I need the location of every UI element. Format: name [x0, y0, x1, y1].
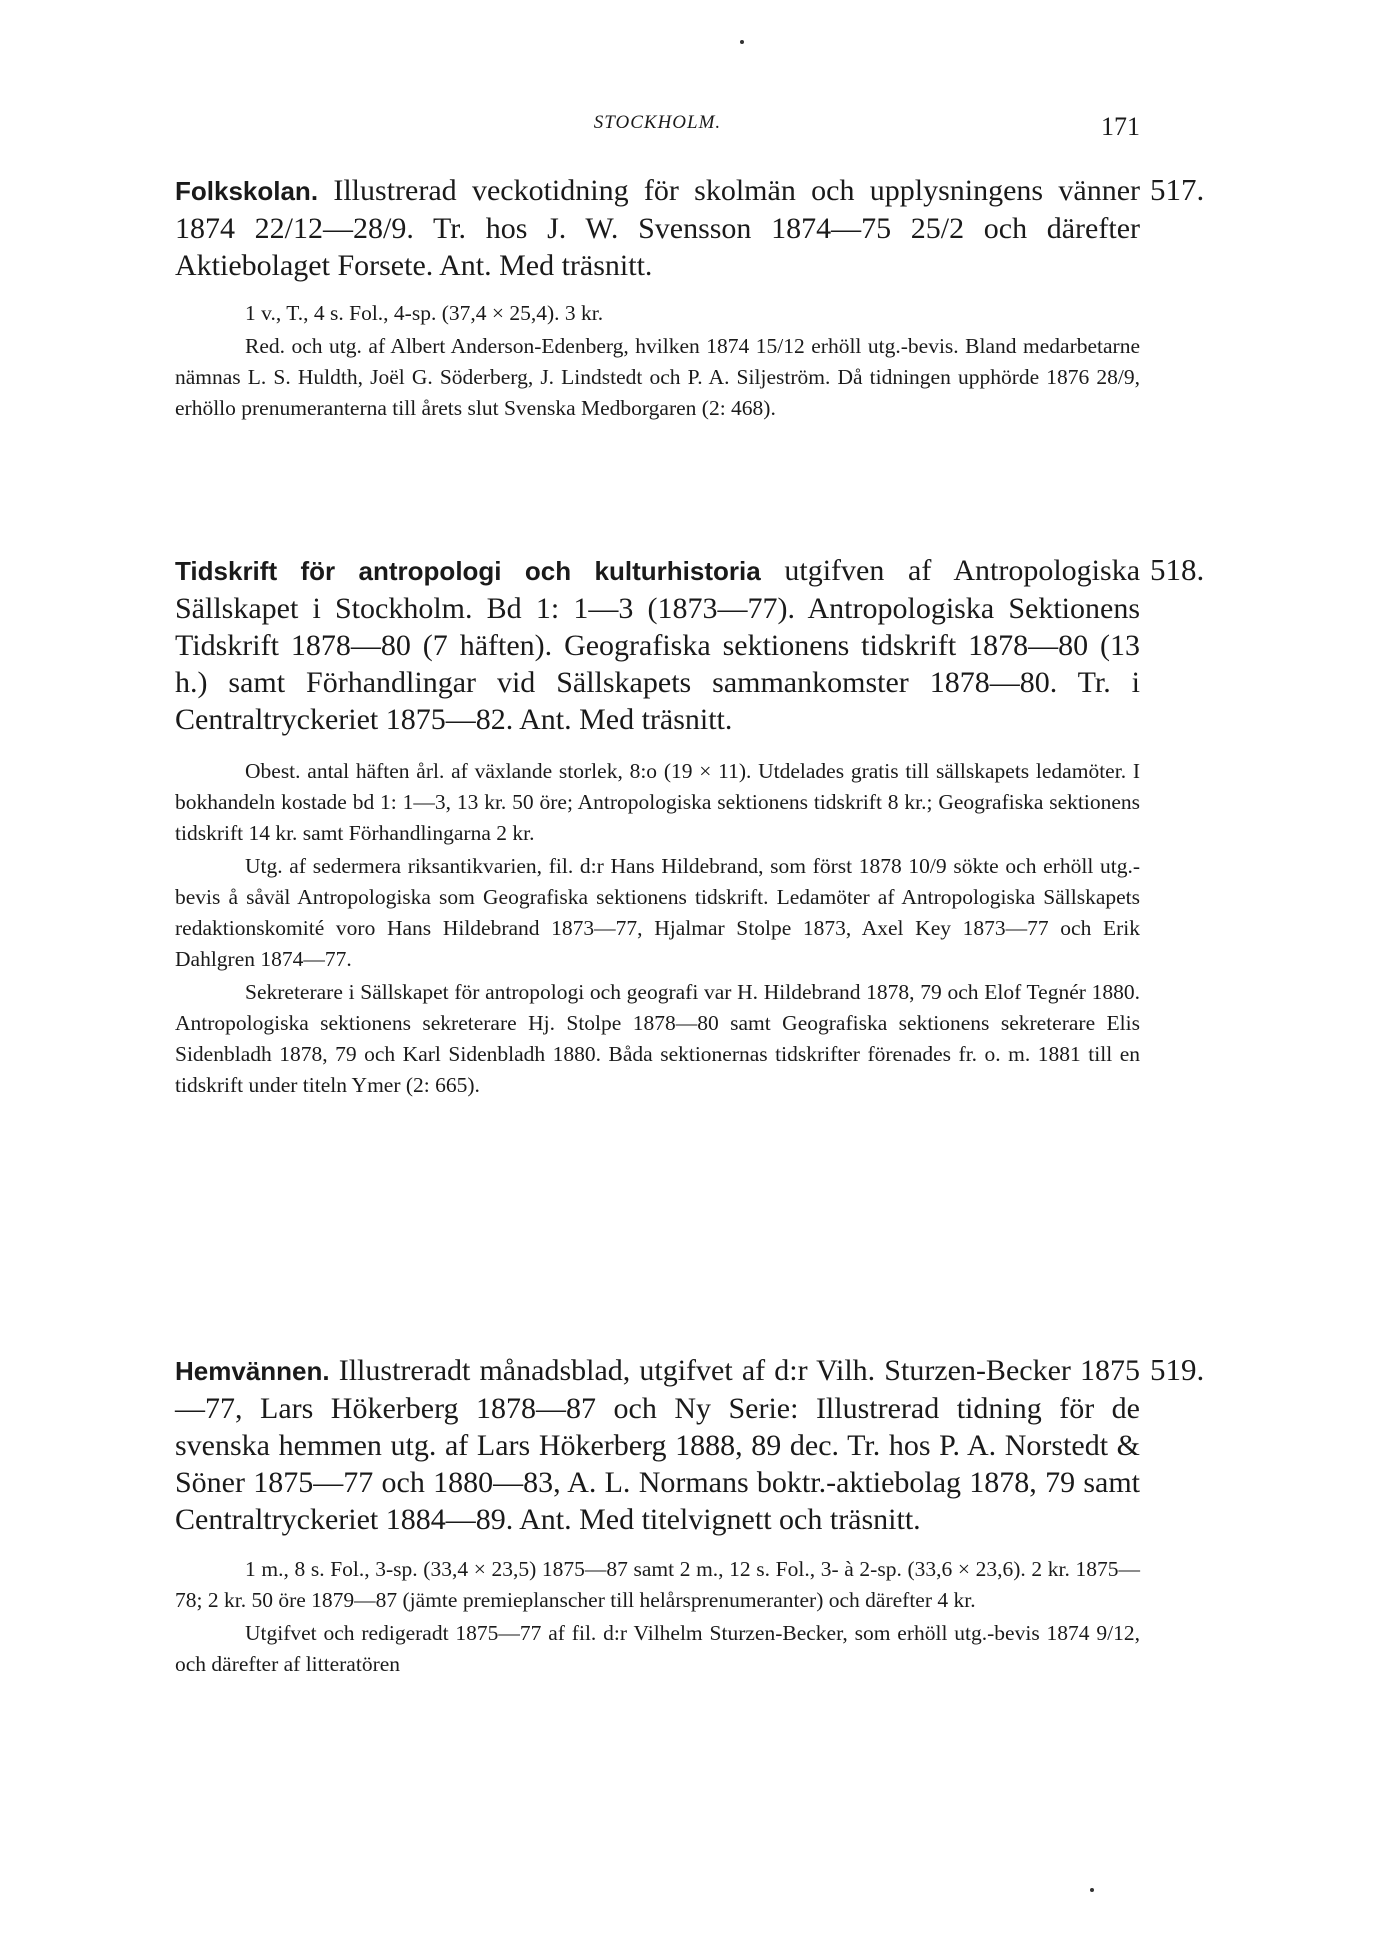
entry-note-3: Sekreterare i Sällskapet för antropologi och geografi var H. Hildebrand 1878, 79 och Elof Tegnér 1880. Antropologiska sektionens sekreterare Hj. Stolpe 1878—80 samt Geografiska sektionens sekreterare Elis Sidenbladh 1878, 79 och Karl Sidenbladh 1880. Båda sektionernas tidskrifter förenades fr. o. m. 1881 till en tidskrift under titeln Ymer (2: 665).: [175, 980, 1140, 1097]
page-header: [175, 112, 1140, 152]
page-number: 171: [1101, 112, 1140, 141]
entry-519: [175, 1352, 1205, 1680]
entry-note-1: 1 m., 8 s. Fol., 3-sp. (33,4 × 23,5) 1875—87 samt 2 m., 12 s. Fol., 3- à 2-sp. (33,6 × 23,6). 2 kr. 1875—78; 2 kr. 50 öre 1879—87 (jämte premieplanscher till helårsprenumeranter) och därefter 4 kr.: [175, 1557, 1140, 1612]
entry-main-text: [175, 552, 1140, 738]
entry-note: Red. och utg. af Albert Anderson-Edenberg, hvilken 1874 15/12 erhöll utg.-bevis. Bland medarbetarne nämnas L. S. Huldth, Joël G. Söderberg, J. Lindstedt och P. A. Siljeström. Då tidningen upphörde 1876 28/9, erhöllo prenumeranterna till årets slut Svenska Medborgaren (2: 468).: [175, 334, 1140, 420]
entry-description: Illustreradt månadsblad, utgifvet af d:r Vilh. Sturzen-Becker 1875—77, Lars Hökerberg 1878—87 och Ny Serie: Illustrerad tidning för de svenska hemmen utg. af Lars Hökerberg 1888, 89 dec. Tr. hos P. A. Norstedt & Söner 1875—77 och 1880—83, A. L. Normans boktr.-aktiebolag 1878, 79 samt Centraltryckeriet 1884—89. Ant. Med titelvignett och träsnitt.: [175, 1354, 1140, 1536]
running-head: STOCKHOLM.: [593, 112, 722, 133]
entry-number: 518.: [1150, 552, 1205, 587]
scan-speck: [1090, 1888, 1094, 1892]
entry-517: [175, 172, 1205, 424]
entry-title: Folkskolan.: [175, 176, 319, 206]
entry-main-text: [175, 1352, 1140, 1538]
entry-title: Hemvännen.: [175, 1356, 330, 1386]
scan-speck: [740, 40, 744, 44]
entry-format: 1 v., T., 4 s. Fol., 4-sp. (37,4 × 25,4). 3 kr.: [245, 301, 604, 325]
entry-description: Illustrerad veckotidning för skolmän och upplysningens vänner 1874 22/12—28/9. Tr. hos J. W. Svensson 1874—75 25/2 och därefter Aktiebolaget Forsete. Ant. Med träsnitt.: [175, 174, 1140, 282]
entry-note-2: Utg. af sedermera riksantikvarien, fil. d:r Hans Hildebrand, som först 1878 10/9 sökte och erhöll utg.-bevis å såväl Antropologiska som Geografiska sektionens tidskrift. Ledamöter af Antropologiska Sällskapets redaktionskomité voro Hans Hildebrand 1873—77, Hjalmar Stolpe 1873, Axel Key 1873—77 och Erik Dahlgren 1874—77.: [175, 854, 1140, 971]
entry-number: 517.: [1150, 172, 1205, 207]
entry-note-1: Obest. antal häften årl. af växlande storlek, 8:o (19 × 11). Utdelades gratis till sällskapets ledamöter. I bokhandeln kostade bd 1: 1—3, 13 kr. 50 öre; Antropologiska sektionens tidskrift 8 kr.; Geografiska sektionens tidskrift 14 kr. samt Förhandlingarna 2 kr.: [175, 759, 1140, 845]
entry-number: 519.: [1150, 1352, 1205, 1387]
entry-518: [175, 552, 1205, 1101]
entry-note-2: Utgifvet och redigeradt 1875—77 af fil. d:r Vilhelm Sturzen-Becker, som erhöll utg.-bevis 1874 9/12, och därefter af litteratören: [175, 1621, 1140, 1676]
entry-description: utgifven af Antropologiska Sällskapet i Stockholm. Bd 1: 1—3 (1873—77). Antropologiska Sektionens Tidskrift 1878—80 (7 häften). Geografiska sektionens tidskrift 1878—80 (13 h.) samt Förhandlingar vid Sällskapets sammankomster 1878—80. Tr. i Centraltryckeriet 1875—82. Ant. Med träsnitt.: [175, 554, 1141, 736]
entry-title: Tidskrift för antropologi och kulturhistoria: [175, 556, 761, 586]
entry-main-text: [175, 172, 1140, 284]
